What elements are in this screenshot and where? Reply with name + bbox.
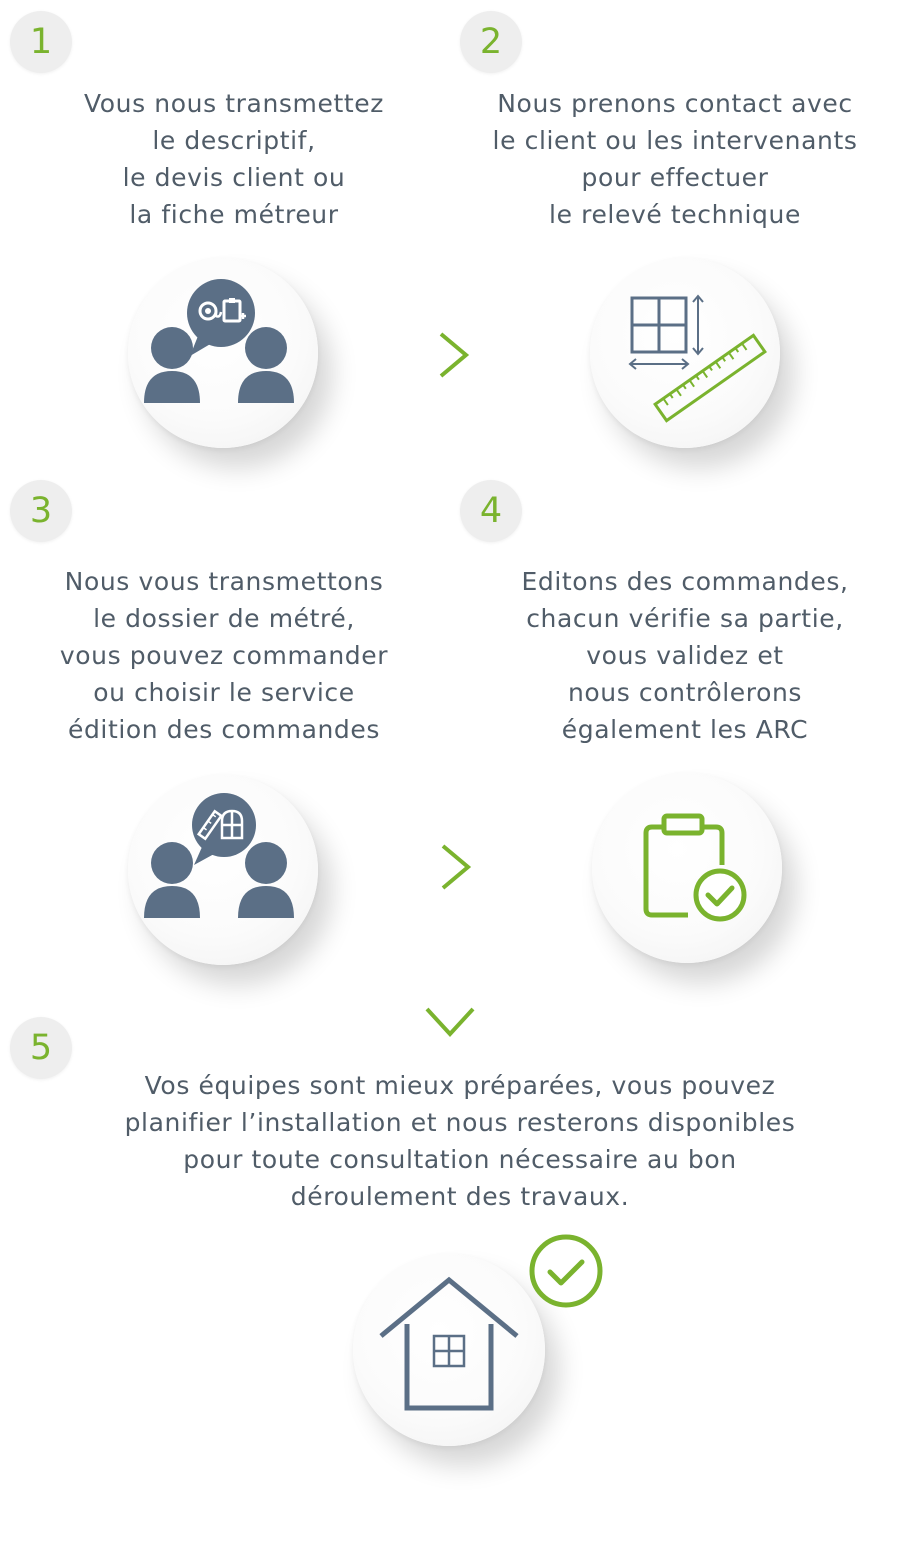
step-3-number-badge: 3	[10, 480, 72, 542]
check-circle-icon	[526, 1231, 606, 1311]
step-5-line: pour toute consultation nécessaire au bon	[183, 1145, 737, 1174]
house-icon	[353, 1254, 545, 1446]
window-measurement-ruler-icon	[590, 258, 780, 448]
step-1-line: la fiche métreur	[129, 200, 339, 229]
step-4-line: Editons des commandes,	[521, 567, 849, 596]
step-4-description	[465, 563, 901, 748]
step-3-line: vous pouvez commander	[59, 641, 389, 670]
step-1-line: le descriptif,	[152, 126, 316, 155]
step-5-number-badge: 5	[10, 1017, 72, 1079]
step-4-number-badge: 4	[460, 480, 522, 542]
step-4-line: vous validez et	[586, 641, 784, 670]
step-3-description	[14, 563, 434, 748]
step-3-line: le dossier de métré,	[93, 604, 355, 633]
step-1-description	[34, 85, 434, 233]
step-5-icon-circle	[353, 1254, 545, 1446]
clipboard-check-icon	[592, 773, 782, 963]
step-4-line: également les ARC	[561, 715, 809, 744]
chevron-down-icon	[424, 1004, 476, 1040]
step-3-icon-circle	[128, 775, 318, 965]
step-1-line: Vous nous transmettez	[84, 89, 384, 118]
step-4-icon-circle	[592, 773, 782, 963]
step-3-line: ou choisir le service	[93, 678, 355, 707]
step-2-description	[455, 85, 895, 233]
step-1-icon-circle	[128, 258, 318, 448]
step-2-number-badge: 2	[460, 11, 522, 73]
step-5-description	[20, 1067, 900, 1215]
step-3-line: édition des commandes	[67, 715, 381, 744]
two-people-discussing-email-clipboard-icon	[128, 258, 318, 448]
step-2-line: le client ou les intervenants	[492, 126, 858, 155]
chevron-right-icon	[438, 842, 474, 892]
step-5-line: planifier l’installation et nous resterons disponibles	[124, 1108, 796, 1137]
step-1-line: le devis client ou	[122, 163, 346, 192]
chevron-right-icon	[436, 330, 472, 380]
step-2-line: Nous prenons contact avec	[497, 89, 853, 118]
step-4-line: nous contrôlerons	[567, 678, 803, 707]
step-5-line: Vos équipes sont mieux préparées, vous pouvez	[144, 1071, 776, 1100]
step-2-line: le relevé technique	[549, 200, 801, 229]
two-people-discussing-ruler-window-icon	[128, 775, 318, 965]
step-3-line: Nous vous transmettons	[64, 567, 384, 596]
step-1-number-badge: 1	[10, 11, 72, 73]
step-5-line: déroulement des travaux.	[290, 1182, 630, 1211]
step-2-line: pour effectuer	[581, 163, 769, 192]
step-2-icon-circle	[590, 258, 780, 448]
step-4-line: chacun vérifie sa partie,	[526, 604, 844, 633]
